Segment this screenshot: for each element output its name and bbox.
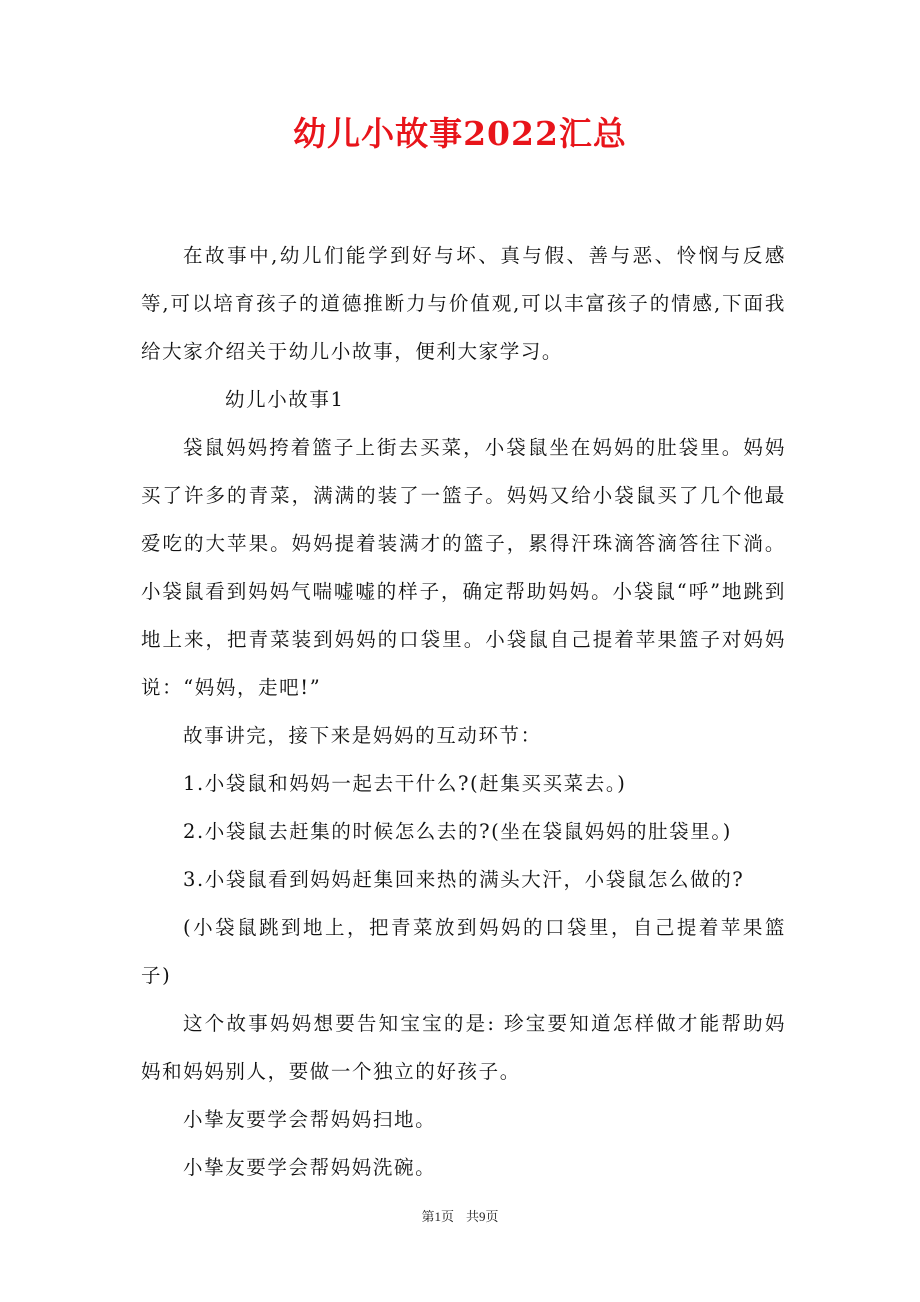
interaction-intro: 故事讲完，接下来是妈妈的互动环节： (183, 724, 542, 747)
document-title: 幼儿小故事2022汇总 (293, 114, 627, 153)
question-2: 2.小袋鼠去赶集的时候怎么去的?(坐在袋鼠妈妈的肚袋里。) (183, 820, 732, 843)
page-number: 第1页 (421, 1209, 454, 1224)
story-paragraph: 袋鼠妈妈挎着篮子上街去买菜，小袋鼠坐在妈妈的肚袋里。妈妈买了许多的青菜，满满的装了一篮子。妈妈又给小袋鼠买了几个他最爱吃的大苹果。妈妈提着装满才的篮子，累得汗珠滴答滴答往下淌。小袋鼠看到妈妈气喘嘘嘘的样子，确定帮助妈妈。小袋鼠“呼”地跳到地上来，把青菜装到妈妈的口袋里。小袋鼠自己提着苹果篮子对妈妈说：“妈妈，走吧!” (141, 436, 786, 699)
intro-paragraph: 在故事中,幼儿们能学到好与坏、真与假、善与恶、怜悯与反感等,可以培育孩子的道德推断力与价值观,可以丰富孩子的情感,下面我给大家介绍关于幼儿小故事，便利大家学习。 (141, 244, 786, 363)
page-total: 共9页 (466, 1209, 499, 1224)
question-1: 1.小袋鼠和妈妈一起去干什么?(赶集买买菜去。) (183, 772, 627, 795)
story-heading: 幼儿小故事1 (225, 388, 345, 411)
answer-3: (小袋鼠跳到地上，把青菜放到妈妈的口袋里，自己提着苹果篮子) (141, 916, 786, 987)
page-footer (0, 1206, 920, 1225)
document-body (141, 232, 786, 1192)
moral-paragraph: 这个故事妈妈想要告知宝宝的是: 珍宝要知道怎样做才能帮助妈妈和妈妈别人，要做一个独立的好孩子。 (141, 1012, 786, 1083)
tip-1: 小挚友要学会帮妈妈扫地。 (183, 1108, 437, 1131)
tip-2: 小挚友要学会帮妈妈洗碗。 (183, 1156, 437, 1179)
question-3: 3.小袋鼠看到妈妈赶集回来热的满头大汗，小袋鼠怎么做的? (183, 868, 745, 891)
